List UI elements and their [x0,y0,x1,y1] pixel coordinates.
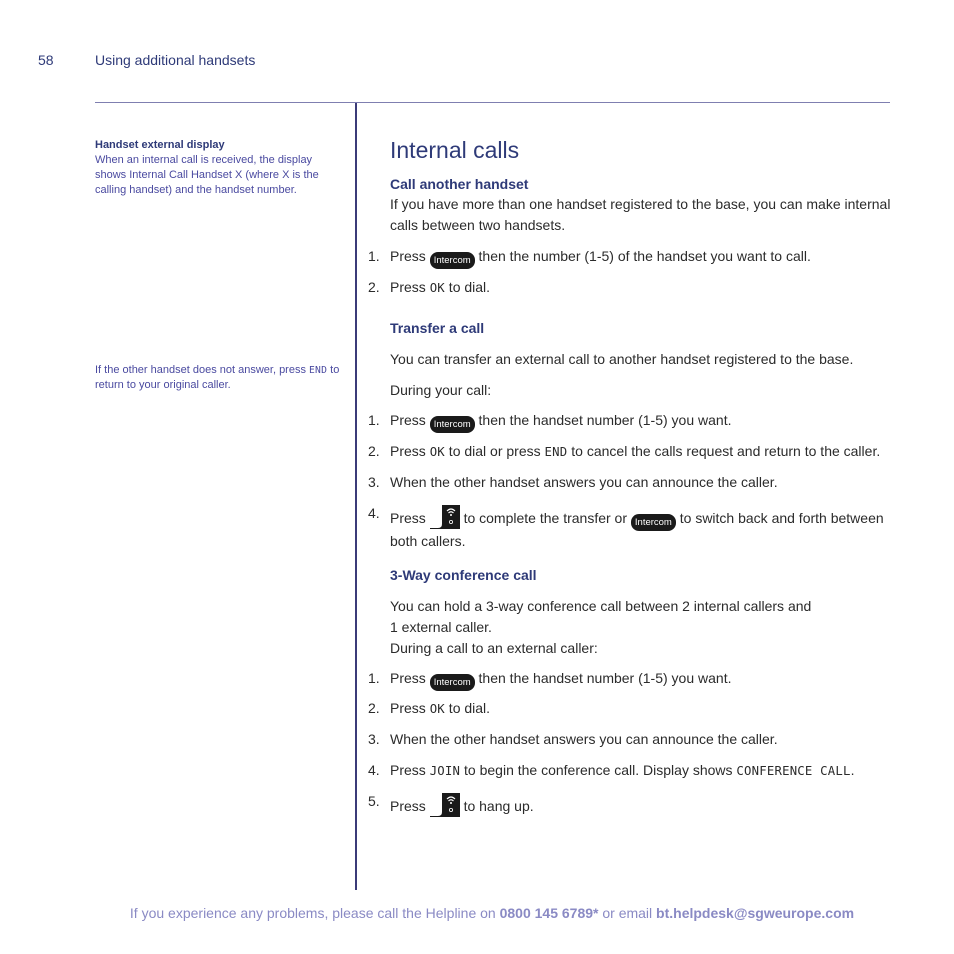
running-title: Using additional handsets [95,52,256,68]
intercom-button-icon: Intercom [430,416,475,433]
sidebar-note-display [95,138,340,198]
ok-key-label: OK [429,445,445,459]
end-key-label: END [544,445,568,459]
section-heading-transfer: Transfer a call [390,320,485,336]
helpline-footer: If you experience any problems, please call the Helpline on 0800 145 6789* or email bt.helpdesk@sgweurope.com [129,905,855,921]
column-divider [355,103,357,890]
talk-hangup-key-icon [430,503,460,529]
join-key-label: JOIN [429,764,461,778]
talk-hangup-key-icon [430,791,460,817]
section-heading-conference: 3-Way conference call [390,567,537,583]
section-heading-call-another: Call another handset [390,176,529,192]
intercom-button-icon: Intercom [430,252,475,269]
ok-key-label: OK [429,281,445,295]
helpdesk-email[interactable]: bt.helpdesk@sgweurope.com [656,905,855,921]
intercom-button-icon: Intercom [631,514,676,531]
sidebar-note2-post: to return to your original caller. [95,364,340,391]
intercom-button-icon: Intercom [430,674,475,691]
sidebar-note-text: When an internal call is received, the display shows Internal Call Handset X (where X is the calling handset) and the handset number. [95,154,319,196]
conference-intro: You can hold a 3-way conference call between 2 internal callers and 1 external caller. During a call to an external caller: [390,598,812,656]
header-divider [95,102,890,103]
sidebar-note2-pre: If the other handset does not answer, press [95,364,310,376]
end-key-label: END [309,365,328,376]
transfer-during: During your call: [390,382,492,398]
sidebar-note-title: Handset external display [95,139,225,151]
sidebar-note-no-answer [95,363,340,393]
call-another-intro: If you have more than one handset registered to the base, you can make internal calls between two handsets. [390,196,891,233]
transfer-intro: You can transfer an external call to another handset registered to the base. [390,351,854,367]
ok-key-label: OK [429,702,445,716]
helpline-phone: 0800 145 6789* [499,905,599,921]
conference-call-display-text: CONFERENCE CALL [736,764,851,778]
page-number: 58 [38,52,54,68]
page-title: Internal calls [390,137,520,163]
